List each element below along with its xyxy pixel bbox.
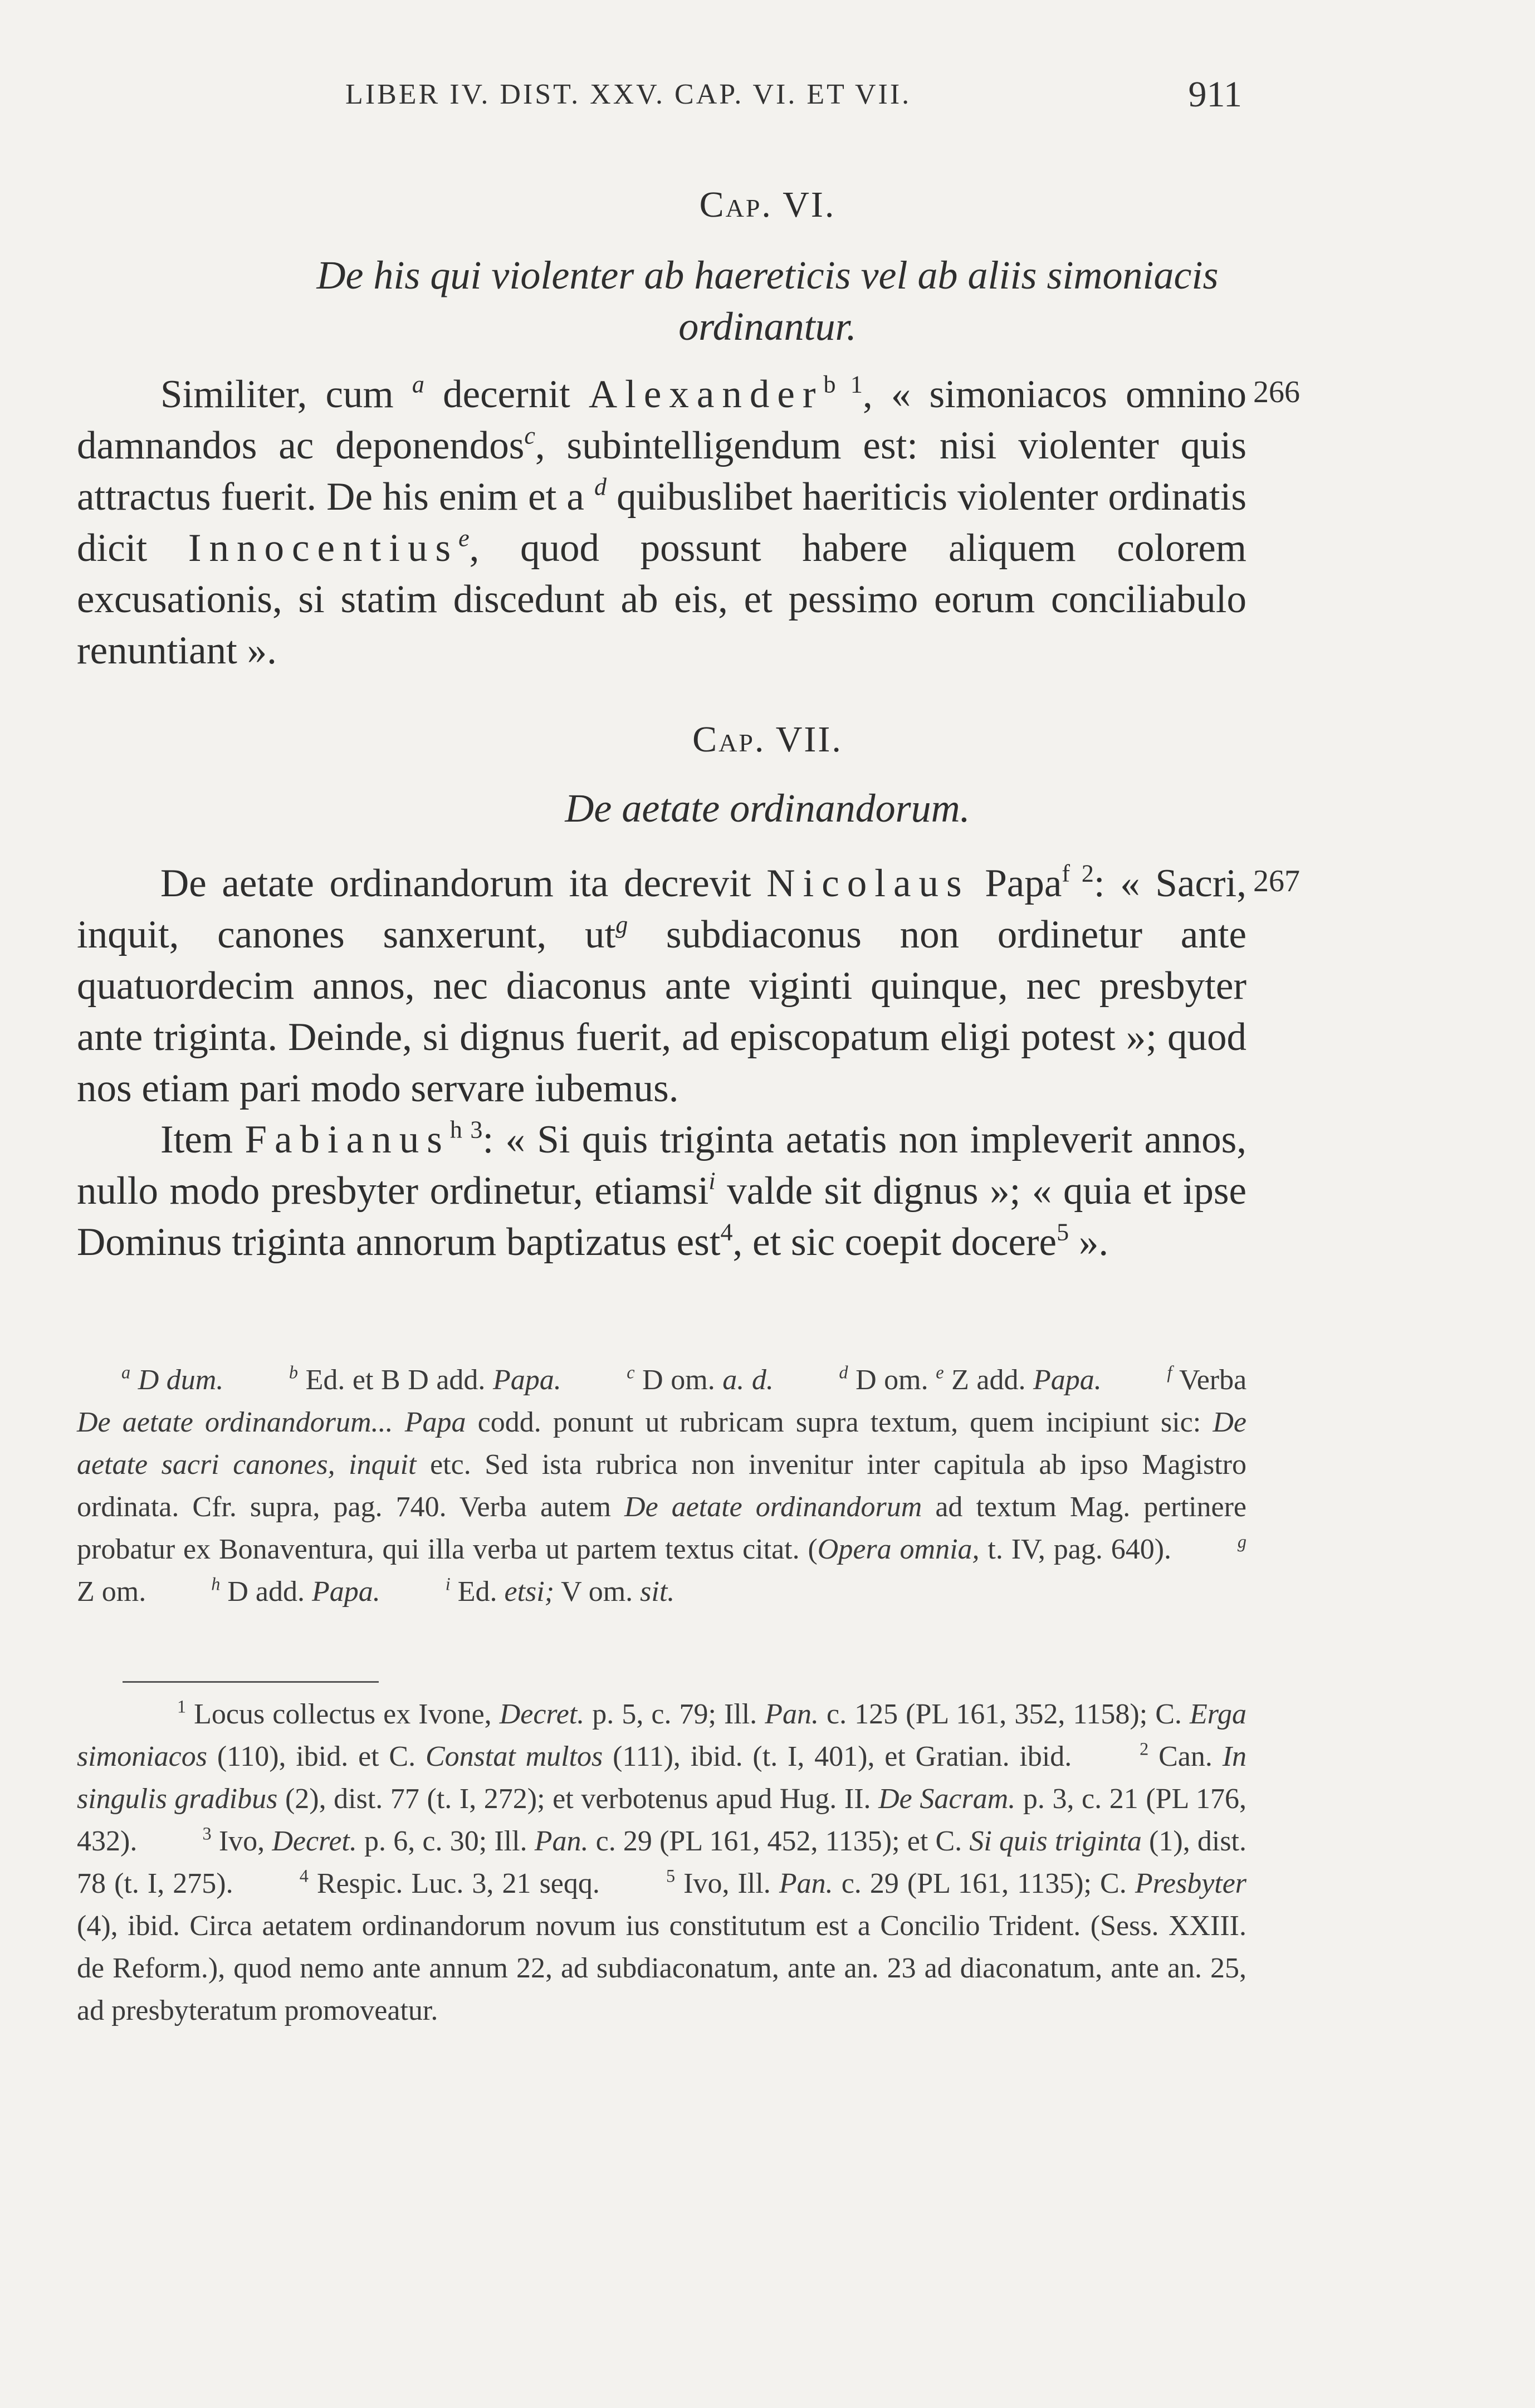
note-text: Ivo, Ill. [683, 1868, 779, 1899]
note-text: De aetate sacri canones, inquit [77, 1406, 1246, 1481]
text-run: ». [1069, 1220, 1109, 1264]
note-text: V om. [554, 1576, 641, 1608]
note-text: Papa. [1033, 1364, 1102, 1396]
note-text: Respic. Luc. 3, 21 seqq. [316, 1868, 600, 1899]
note-marker: h [211, 1574, 221, 1594]
note-text: sit. [640, 1576, 675, 1608]
note-text: Opera omnia, [817, 1533, 980, 1565]
chapter-7-body [77, 858, 1246, 1268]
note-text: In singulis gradibus [77, 1741, 1247, 1815]
note-marker: 3 [202, 1823, 212, 1844]
note-text: ad textum Mag. pertinere probatur ex Bonaventura, qui illa verba ut partem textus citat. ( [77, 1491, 1246, 1565]
running-head: LIBER IV. DIST. XXV. CAP. VI. ET VII. [345, 79, 912, 110]
note-text: Z om. [77, 1576, 146, 1608]
note-text: De aetate ordinandorum... Papa [77, 1406, 466, 1438]
author-name: Fabianus [245, 1118, 450, 1161]
note-marker: c [627, 1362, 635, 1383]
footnote-marker: 5 [1057, 1218, 1069, 1246]
note-text: Pan. [534, 1825, 589, 1857]
note-text: De Sacram. [878, 1783, 1016, 1815]
note-text: a. d. [722, 1364, 774, 1396]
note-marker: 5 [666, 1865, 676, 1886]
note-text: Locus collectus ex Ivone, [194, 1698, 500, 1730]
margin-number-267: 267 [1253, 864, 1300, 898]
note-text: (2), dist. 77 (t. I, 272); et verbotenus apud Hug. II. [277, 1783, 879, 1815]
note-text: p. 3, c. 21 (PL 176, 432). [77, 1783, 1246, 1857]
note-text: Z add. [951, 1364, 1034, 1396]
source-notes-text [77, 1693, 1246, 2032]
note-text: Decret. [499, 1698, 585, 1730]
footnote-marker: a [412, 370, 424, 398]
note-marker: g [1237, 1531, 1247, 1552]
note-text: t. IV, pag. 640). [979, 1533, 1172, 1565]
note-text: Can. [1158, 1741, 1223, 1772]
text-run: : « Si quis triginta aetatis non impleverit annos, nullo modo presbyter ordinetur, etiamsi [77, 1118, 1246, 1213]
text-run: subdiaconus non ordinetur ante quatuordecim annos, nec diaconus ante viginti quinque, nec presbyter ante triginta. Deinde, si dignus fuerit, ad episcopatum eligi potest »; quod nos etiam pari modo servare iubemus. [77, 913, 1246, 1110]
note-text: Erga simoniacos [77, 1698, 1247, 1772]
note-text: Papa. [492, 1364, 561, 1396]
author-name: Nicolaus [766, 862, 970, 905]
note-marker: 1 [177, 1696, 187, 1717]
author-name: Alexander [588, 373, 824, 416]
footnote-marker: e [458, 524, 470, 552]
note-text: p. 6, c. 30; Ill. [356, 1825, 535, 1857]
footnote-marker: h 3 [449, 1116, 483, 1144]
text-run: : « Sacri, inquit, canones sanxerunt, ut [77, 862, 1247, 956]
margin-number-266: 266 [1253, 375, 1300, 409]
chapter-6-title-line-2: ordinantur. [678, 304, 857, 349]
chapter-7-title: De aetate ordinandorum. [565, 786, 970, 831]
note-text: D om. [856, 1364, 928, 1396]
note-marker: e [936, 1362, 944, 1383]
note-text: etsi; [504, 1576, 555, 1608]
footnote-marker: c [524, 422, 535, 450]
note-text: codd. ponunt ut rubricam supra textum, quem incipiunt sic: [466, 1406, 1213, 1438]
source-footnotes [77, 1693, 1246, 2032]
chapter-6-body [77, 369, 1246, 676]
footnote-marker: b 1 [823, 370, 863, 398]
text-run: , et sic coepit docere [732, 1220, 1057, 1264]
critical-apparatus [77, 1359, 1246, 1613]
page-number: 911 [1188, 74, 1242, 115]
text-run: quibuslibet haeriticis violenter ordinatis dicit [77, 475, 1246, 570]
note-text: D add. [227, 1576, 312, 1608]
note-text: Papa. [311, 1576, 380, 1608]
note-marker: d [839, 1362, 848, 1383]
note-marker: f [1167, 1362, 1172, 1383]
note-text: D om. [642, 1364, 723, 1396]
note-text: (1), dist. 78 (t. I, 275). [77, 1825, 1247, 1899]
footnote-marker: 4 [720, 1218, 733, 1246]
text-run: , « simoniacos omnino damnandos ac deponendos [77, 373, 1246, 467]
note-marker: a [121, 1362, 131, 1383]
note-text: Ivo, [218, 1825, 272, 1857]
note-marker: 2 [1140, 1738, 1149, 1759]
note-text: Ed. [457, 1576, 505, 1608]
text-run: Item [160, 1118, 245, 1161]
chapter-6-paragraph [77, 369, 1246, 676]
text-run: , subintelligendum est: nisi violenter quis attractus fuerit. De his enim et a [77, 424, 1246, 519]
note-text: Pan. [779, 1868, 833, 1899]
text-run: , quod possunt habere aliquem colorem excusationis, si statim discedunt ab eis, et pessimo eorum conciliabulo renuntiant ». [77, 526, 1246, 672]
chapter-7-heading: Cap. VII. [692, 719, 843, 760]
note-text: Si quis triginta [969, 1825, 1142, 1857]
note-text: Presbyter [1135, 1868, 1247, 1899]
note-text: Decret. [272, 1825, 357, 1857]
note-text: D dum. [138, 1364, 224, 1396]
text-run: Papa [969, 862, 1062, 905]
note-text: (111), ibid. (t. I, 401), et Gratian. ibid. [603, 1741, 1072, 1772]
note-marker: 4 [299, 1865, 309, 1886]
chapter-6-heading: Cap. VI. [699, 184, 836, 225]
note-text: etc. Sed ista rubrica non invenitur inter capitula ab ipso Magistro ordinata. Cfr. supra, pag. 740. Verba autem [77, 1449, 1246, 1523]
text-run: De aetate ordinandorum ita decrevit [160, 862, 767, 905]
text-run: valde sit dignus »; « quia et ipse Dominus triginta annorum baptizatus est [77, 1169, 1247, 1264]
footnote-marker: f 2 [1062, 859, 1094, 887]
author-name: Innocentius [188, 526, 459, 570]
note-text: Constat multos [425, 1741, 603, 1772]
note-text: c. 29 (PL 161, 1135); C. [833, 1868, 1135, 1899]
note-text: Pan. [765, 1698, 819, 1730]
note-text: c. 125 (PL 161, 352, 1158); C. [818, 1698, 1190, 1730]
note-text: (4), ibid. Circa aetatem ordinandorum novum ius constitutum est a Concilio Trident. (Sess. XXIII. de Reform.), quod nemo ante annum 22, ad subdiaconatum, ante an. 23 ad diaconatum, ante an. 25, ad presbyteratum promoveatur. [77, 1910, 1246, 2026]
chapter-6-title [111, 250, 1424, 352]
footnote-marker: d [594, 473, 607, 501]
note-text: c. 29 (PL 161, 452, 1135); et C. [588, 1825, 970, 1857]
note-text: Ed. et B D add. [305, 1364, 493, 1396]
footnote-separator-rule [123, 1681, 379, 1683]
note-text: (110), ibid. et C. [207, 1741, 426, 1772]
note-text: p. 5, c. 79; Ill. [584, 1698, 765, 1730]
chapter-7-paragraph-1 [77, 858, 1246, 1114]
note-text: De aetate ordinandorum [624, 1491, 922, 1523]
note-text: Verba [1179, 1364, 1247, 1396]
text-run: decernit [424, 373, 589, 416]
footnote-marker: i [708, 1167, 716, 1195]
chapter-6-title-line-1: De his qui violenter ab haereticis vel ab aliis simoniacis [316, 253, 1219, 297]
footnote-marker: g [615, 911, 628, 939]
note-marker: b [289, 1362, 299, 1383]
text-run: Similiter, cum [160, 373, 412, 416]
note-marker: i [445, 1574, 451, 1594]
chapter-7-paragraph-2 [77, 1114, 1246, 1268]
critical-notes-text [77, 1359, 1246, 1613]
